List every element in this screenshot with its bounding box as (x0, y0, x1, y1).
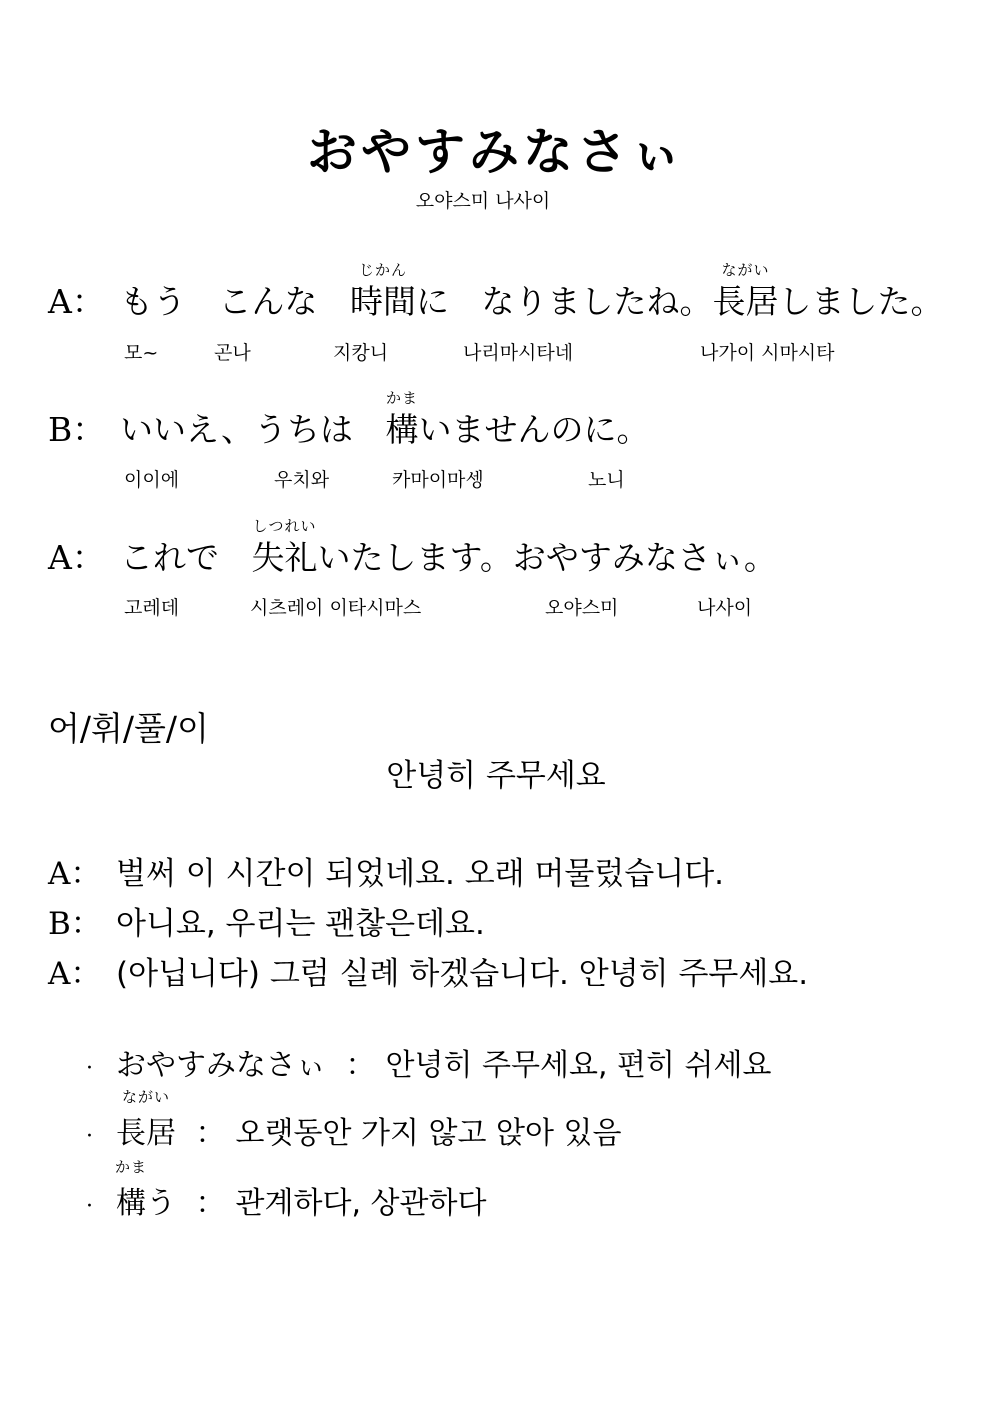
furigana: かま (114, 1158, 148, 1176)
vocab-term: 長居 (116, 1116, 176, 1151)
speaker-label: B： (48, 410, 106, 449)
separator: ： (195, 1186, 226, 1221)
dialogue-segment: しました。 (778, 282, 944, 321)
vocab-meaning: 관계하다, 상관하다 (235, 1186, 487, 1221)
furigana: かま (385, 389, 418, 407)
vocab-note-3 (86, 1158, 487, 1222)
kanji-with-furigana (114, 1158, 148, 1222)
dialogue-segment: いませんのに。 (418, 410, 650, 449)
speaker-label: A： (48, 856, 102, 892)
kanji-with-furigana (350, 261, 416, 321)
separator: ： (195, 1116, 226, 1151)
pronunciation: 오야스미 (545, 597, 619, 619)
translation-text: 벌써 이 시간이 되었네요. 오래 머물렀습니다. (116, 856, 725, 892)
pronunciation: 나가이 시마시타 (700, 342, 835, 364)
translation-title: 안녕히 주무세요 (386, 758, 606, 794)
bullet: · (86, 1056, 93, 1081)
vocab-heading: 어/휘/풀/이 (48, 709, 209, 748)
dialogue-segment: これで (120, 538, 219, 577)
pronunciation: 우치와 (274, 469, 330, 491)
furigana: ながい (121, 1088, 171, 1106)
furigana: しつれい (252, 517, 317, 535)
translation-line-2 (48, 898, 485, 943)
speaker-label: A： (48, 956, 102, 992)
furigana: じかん (358, 261, 408, 279)
furigana: ながい (721, 261, 770, 279)
dialogue-line-1 (48, 261, 944, 321)
vocab-note-2 (86, 1088, 622, 1152)
dialogue-segment: いたします。おやすみなさぃ。 (317, 538, 777, 577)
page-subtitle: 오야스미 나사이 (415, 190, 551, 212)
kanji-with-furigana (116, 1088, 176, 1152)
dialogue-segment: もう (120, 282, 186, 321)
speaker-label: B： (48, 906, 102, 942)
dialogue-segment: なりましたね。 (481, 282, 713, 321)
translation-text: 아니요, 우리는 괜찮은데요. (116, 906, 485, 942)
dialogue-segment: いいえ、うちは (120, 410, 353, 449)
pronunciation: 모~ (124, 342, 159, 364)
kanji: 構 (385, 410, 419, 449)
pronunciation: 나리마시타네 (463, 342, 574, 364)
pronunciation: 곤나 (214, 342, 251, 364)
pronunciation: 노니 (588, 469, 625, 491)
speaker-label: A： (48, 538, 105, 577)
pronunciation: 나사이 (697, 597, 753, 619)
vocab-term: おやすみなさぃ (116, 1048, 326, 1083)
translation-line-3 (48, 948, 808, 993)
page-title: おやすみなさぃ (307, 122, 685, 181)
pronunciation: 이이에 (124, 469, 180, 491)
pronunciation: 카마이마셍 (392, 469, 484, 491)
kanji: 時間 (350, 282, 416, 321)
pronunciation: 지캉니 (333, 342, 389, 364)
vocab-meaning: 안녕히 주무세요, 편히 쉬세요 (385, 1048, 772, 1083)
kanji: 失礼 (251, 538, 318, 577)
vocab-meaning: 오랫동안 가지 않고 앉아 있음 (235, 1116, 622, 1151)
separator: ： (345, 1048, 376, 1083)
bullet: · (86, 1194, 93, 1219)
dialogue-segment: こんな (218, 282, 318, 321)
kanji-with-furigana (251, 517, 318, 577)
kanji: 長居 (712, 282, 779, 321)
kanji-with-furigana (712, 261, 779, 321)
dialogue-segment: に (416, 282, 449, 321)
bullet: · (86, 1124, 93, 1149)
pronunciation: 시츠레이 이타시마스 (250, 597, 422, 619)
translation-text: (아닙니다) 그럼 실례 하겠습니다. 안녕히 주무세요. (116, 956, 809, 992)
pronunciation: 고레데 (124, 597, 180, 619)
dialogue-line-2 (48, 389, 650, 449)
vocab-term-rest: う (146, 1186, 176, 1221)
translation-line-1 (48, 848, 724, 893)
dialogue-line-3 (48, 517, 777, 577)
vocab-note-1 (86, 1040, 771, 1084)
kanji-with-furigana (385, 389, 419, 449)
vocab-term: 構 (116, 1186, 146, 1221)
speaker-label: A： (48, 282, 105, 321)
